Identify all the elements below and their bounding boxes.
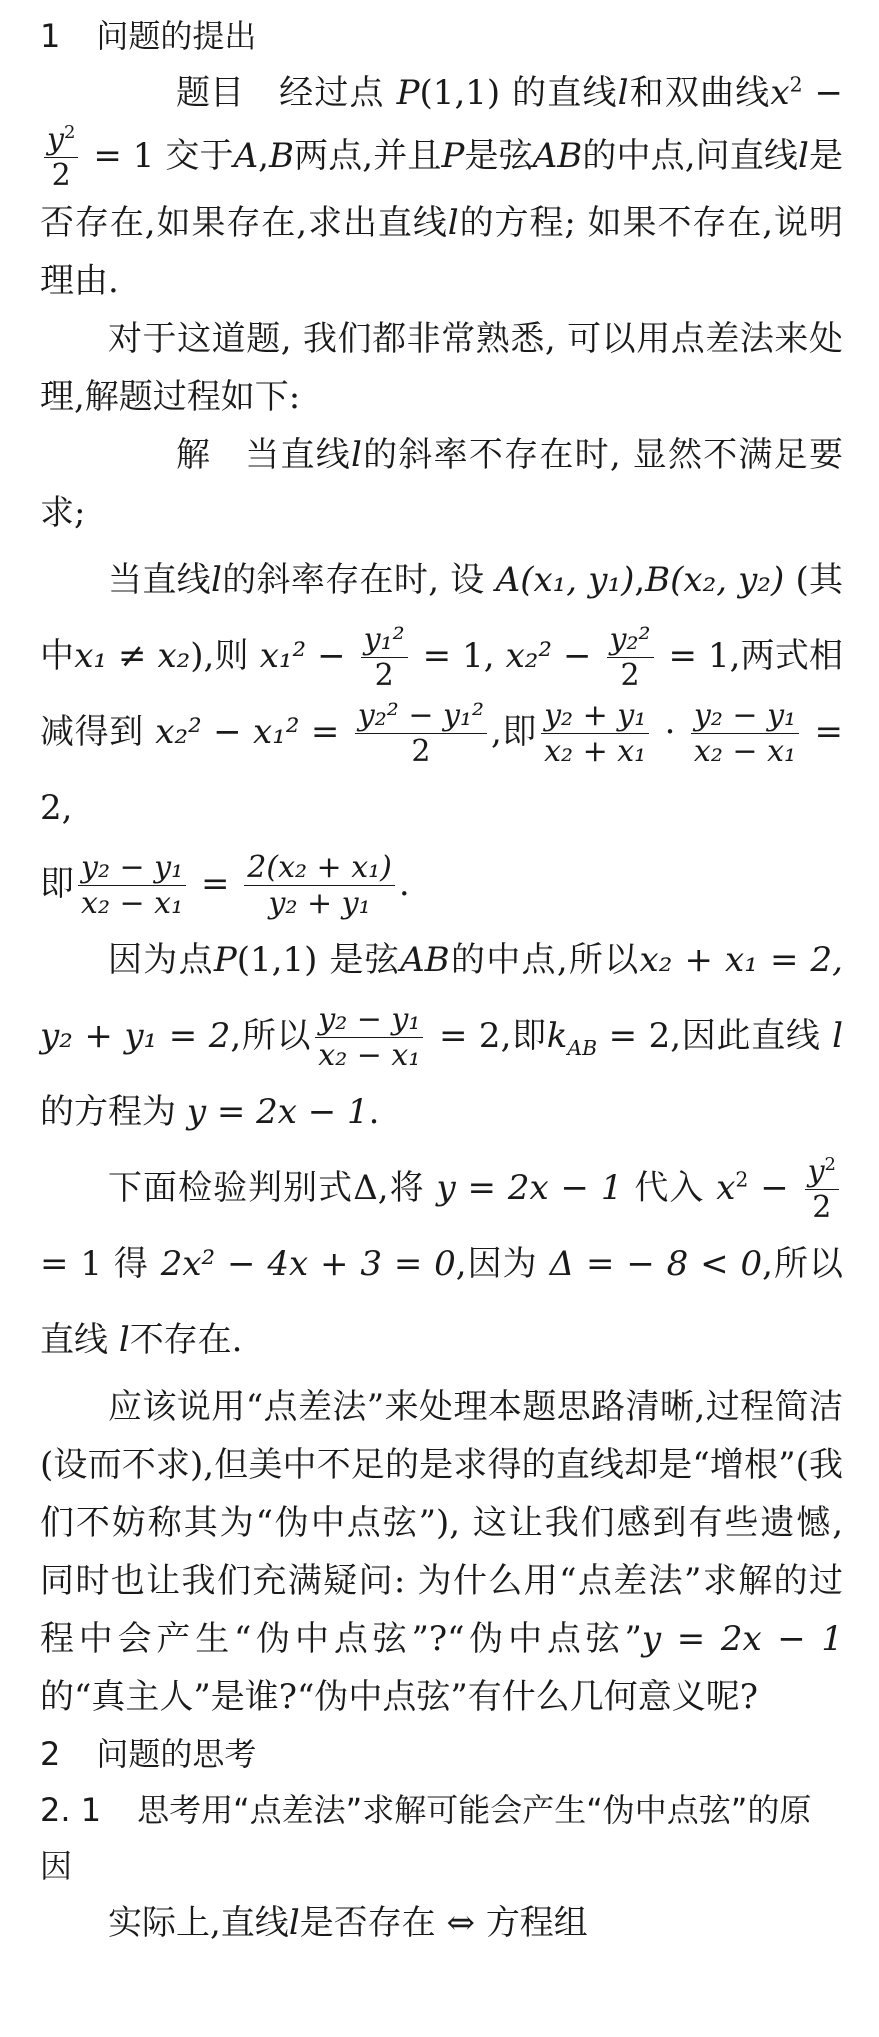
subsection-2-1-heading xyxy=(40,1782,843,1894)
last-paragraph: 实际上,直线l是否存在 ⇔ 方程组 xyxy=(108,1902,588,1943)
section-number: 2 xyxy=(40,1734,61,1773)
section-2-heading xyxy=(40,1726,843,1782)
midpoint-paragraph: 因为点P(1,1) 是弦AB的中点,所以x₂ + x₁ = 2, y₂ + y₁ = 2,所以 $\frac{\text{y₂ − y₁}}{\text{x₂ − x₁}}$ = 2,即$k_{AB} = 2$,因此直线 l的方程为 y = 2x − 1. xyxy=(40,939,843,1132)
y-squared-over-two: $\frac{y^2}{2}$ xyxy=(44,122,78,194)
solution-case-1: 解 当直线l的斜率不存在时, 显然不满足要求; xyxy=(40,426,843,542)
section-title: 问题的思考 xyxy=(96,1734,257,1773)
solution-case-2: 当直线l的斜率存在时, 设 A(x₁, y₁),B(x₂, y₂) (其中x₁ ≠ x₂),则 x₁² − $\frac{\text{y₁²}}{2}$ = 1, x₂² − $\frac{\text{y₂²}}{2}$ = 1,两式相减得到 x₂² − x₁² = $\frac{\text{y₂² − y₁²}}{2}$ ,即 $\frac{\text{y₂ + y₁}}{\text{x₂ + x₁}}$ · $\frac{\text{y₂ − y₁}}{\text{x₂ − x₁}}$ = 2, 即 $\frac{\text{y₂ − y₁}}{\text{x₂ − x₁}}$ = $\frac{\text{2(x₂ + x₁)}}{\text{y₂ + y₁}}$ . xyxy=(40,559,844,922)
intro-paragraph: 对于这道题, 我们都非常熟悉, 可以用点差法来处理,解题过程如下: xyxy=(40,318,843,417)
subsection-number: 2. 1 xyxy=(40,1790,102,1829)
problem-label: 题目 xyxy=(176,73,244,113)
subsection-title: 思考用“点差法”求解可能会产生“伪中点弦”的原因 xyxy=(40,1790,812,1885)
section-1-heading xyxy=(40,8,843,64)
discriminant-paragraph: 下面检验判别式Δ,将 y = 2x − 1 代入 $x^2$ − $\frac{y^2}{2}$ = 1 得 2x² − 4x + 3 = 0,因为 Δ = − 8 < 0,所以直线 l不存在. xyxy=(40,1153,844,1360)
section-number: 1 xyxy=(40,17,61,55)
reflection-paragraph: 应该说用“点差法”来处理本题思路清晰,过程简洁(设而不求),但美中不足的是求得的直线却是“增根”(我们不妨称其为“伪中点弦”), 这让我们感到有些遗憾, 同时也让我们充满疑问: 为什么用“点差法”求解的过程中会产生“伪中点弦”?“伪中点弦”y = 2x − 1 的“真主人”是谁?“伪中点弦”有什么几何意义呢? xyxy=(40,1386,843,1717)
section-title: 问题的提出 xyxy=(96,17,257,55)
solution-label: 解 xyxy=(176,434,210,475)
problem-paragraph: 题目 经过点 P(1,1) 的直线l和双曲线$x^2$ − $\frac{y^2}{2}$ = 1 交于A,B两点,并且P是弦AB的中点,问直线l是否存在,如果存在,求出直线l的方程; 如果不存在,说明理由. xyxy=(40,64,843,310)
